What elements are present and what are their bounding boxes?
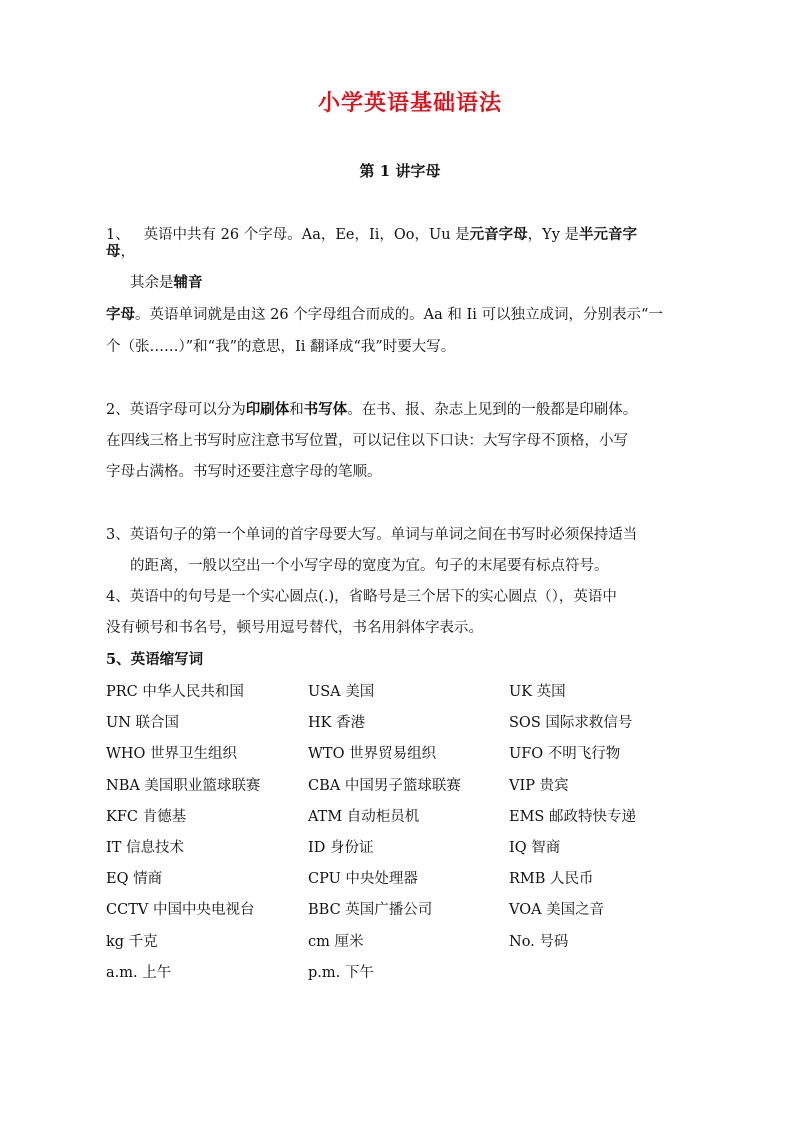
- abbreviation-entry: EMS 邮政特快专递: [509, 808, 636, 825]
- abbreviation-row: [106, 836, 706, 867]
- abbreviation-row: [106, 961, 706, 992]
- section-3-line-2: 的距离，一般以空出一个小写字母的宽度为宜。句子的末尾要有标点符号。: [130, 558, 609, 574]
- abbreviation-entry: UN 联合国: [106, 715, 180, 732]
- abbreviation-entry: IT 信息技术: [106, 839, 185, 856]
- abbreviation-row: [106, 805, 706, 836]
- abbreviation-row: [106, 711, 706, 742]
- section-1-line-1: 1、 英语中共有 26 个字母。Aa，Ee，Ii，Oo，Uu 是元音字母，Yy 是半元音字: [106, 226, 638, 243]
- abbreviation-entry: ID 身份证: [308, 839, 374, 856]
- abbreviation-entry: NBA 美国职业篮球联赛: [106, 777, 261, 794]
- abbreviation-entry: RMB 人民币: [509, 871, 594, 888]
- abbreviation-entry: KFC 肯德基: [106, 808, 187, 825]
- abbreviation-entry: SOS 国际求救信号: [509, 715, 633, 732]
- section-1-number: 1、: [106, 227, 130, 243]
- abbreviation-entry: HK 香港: [308, 715, 366, 732]
- section-5-heading: 5、英语缩写词: [106, 651, 204, 668]
- abbreviation-table: [106, 680, 706, 992]
- abbreviation-row: [106, 742, 706, 773]
- handwriting-style-term: 书写体: [303, 401, 348, 418]
- abbreviation-entry: WTO 世界贸易组织: [308, 746, 437, 763]
- abbreviation-entry: CCTV 中国中央电视台: [106, 902, 255, 919]
- semivowel-term: 半元音字: [579, 226, 638, 243]
- abbreviation-entry: CBA 中国男子篮球联赛: [308, 777, 461, 794]
- abbreviation-entry: cm 厘米: [308, 933, 364, 950]
- section-1-line-5: 个（张……）”和“我”的意思，Ii 翻译成“我”时要大写。: [106, 339, 456, 355]
- document-title: 小学英语基础语法: [317, 90, 502, 116]
- abbreviation-row: [106, 680, 706, 711]
- abbreviation-row: [106, 930, 706, 961]
- section-2-line-1: 2、英语字母可以分为印刷体和书写体。在书、报、杂志上见到的一般都是印刷体。: [106, 401, 638, 418]
- abbreviation-entry: UK 英国: [509, 684, 566, 700]
- abbreviation-entry: EQ 情商: [106, 871, 163, 888]
- abbreviation-entry: VOA 美国之音: [509, 902, 605, 919]
- section-3-line-1: 3、英语句子的第一个单词的首字母要大写。单词与单词之间在书写时必须保持适当: [106, 527, 638, 543]
- abbreviation-entry: ATM 自动柜员机: [308, 808, 420, 825]
- section-1-line-2: 母，: [106, 243, 135, 260]
- abbreviation-entry: p.m. 下午: [308, 964, 374, 981]
- abbreviation-entry: UFO 不明飞行物: [509, 746, 621, 763]
- section-2-line-3: 字母占满格。书写时还要注意字母的笔顺。: [106, 464, 382, 480]
- section-1-line-4: 字母。英语单词就是由这 26 个字母组合而成的。Aa 和 Ii 可以独立成词，分别表示“一: [106, 306, 663, 323]
- abbreviation-row: [106, 867, 706, 898]
- abbreviation-row: [106, 898, 706, 929]
- abbreviation-entry: a.m. 上午: [106, 964, 172, 981]
- vowel-term: 元音字母: [469, 226, 528, 243]
- abbreviation-entry: PRC 中华人民共和国: [106, 684, 244, 700]
- abbreviation-entry: BBC 英国广播公司: [308, 902, 433, 919]
- abbreviation-entry: CPU 中央处理器: [308, 871, 418, 888]
- consonant-term: 辅音: [173, 274, 203, 291]
- section-2-line-2: 在四线三格上书写时应注意书写位置，可以记住以下口诀：大写字母不顶格，小写: [106, 433, 628, 449]
- abbreviation-entry: No. 号码: [509, 933, 569, 950]
- section-4-line-1: 4、英语中的句号是一个实心圆点(.)，省略号是三个居下的实心圆点（），英语中: [106, 589, 617, 605]
- lesson-subtitle: 第 1 讲字母: [359, 162, 441, 180]
- abbreviation-entry: IQ 智商: [509, 839, 561, 856]
- abbreviation-entry: kg 千克: [106, 933, 158, 950]
- abbreviation-row: [106, 774, 706, 805]
- abbreviation-entry: WHO 世界卫生组织: [106, 746, 238, 763]
- print-style-term: 印刷体: [245, 401, 290, 418]
- section-1-line-3: 其余是辅音: [130, 274, 203, 291]
- section-4-line-2: 没有顿号和书名号，顿号用逗号替代，书名用斜体字表示。: [106, 620, 483, 636]
- abbreviation-entry: VIP 贵宾: [509, 777, 569, 794]
- abbreviation-entry: USA 美国: [308, 684, 375, 700]
